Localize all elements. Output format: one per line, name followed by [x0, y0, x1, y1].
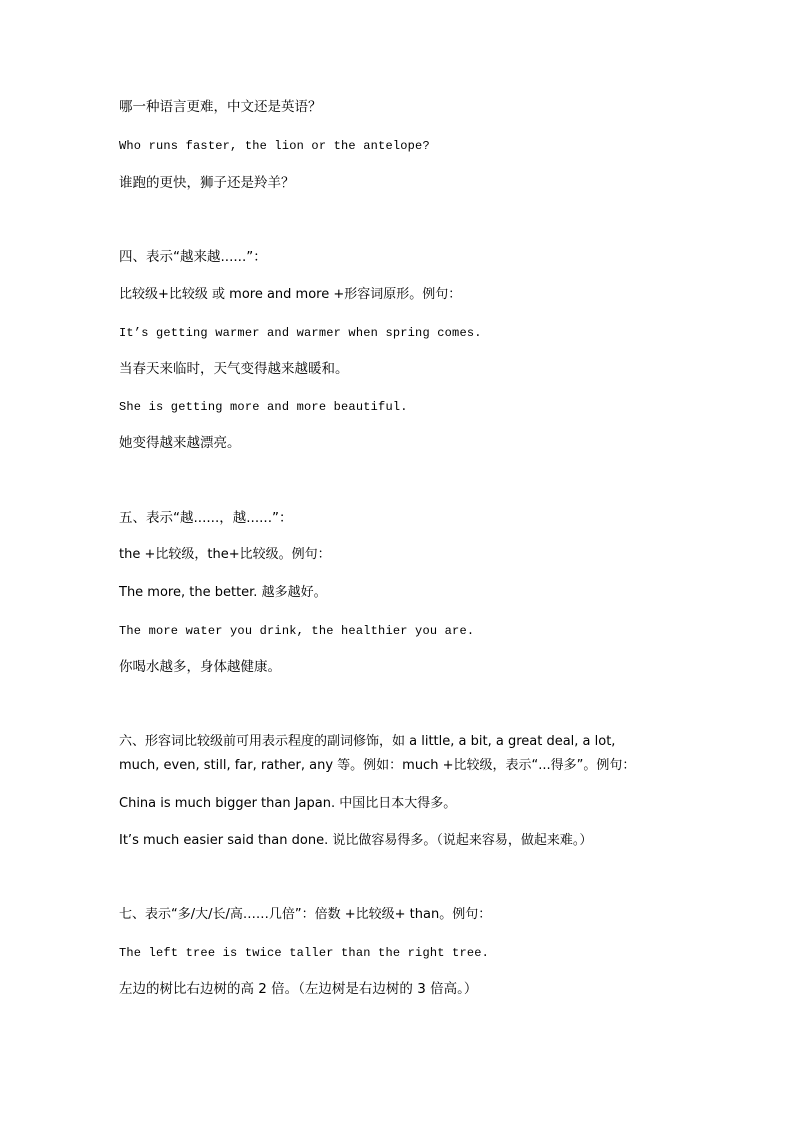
rule-4: 比较级+比较级 或 more and more +形容词原形。例句： — [119, 287, 462, 302]
section-heading-7: 七、表示“多/大/长/高……几倍”：倍数 +比较级+ than。例句： — [119, 907, 492, 922]
example-zh-spring: 当春天来临时，天气变得越来越暖和。 — [119, 361, 349, 377]
section-heading-4: 四、表示“越来越......”： — [119, 249, 267, 265]
section-6-continued: much, even, still, far, rather, any 等。例如：much +比较级，表示“...得多”。例句： — [119, 758, 636, 773]
section-heading-6: 六、形容词比较级前可用表示程度的副词修饰，如 a little, a bit, a great deal, a lot, — [119, 734, 616, 749]
rule-5: the +比较级，the+比较级。例句： — [119, 547, 331, 562]
example-zh-water: 你喝水越多，身体越健康。 — [119, 659, 281, 675]
example-zh-beautiful: 她变得越来越漂亮。 — [119, 435, 241, 451]
example-en-beautiful: She is getting more and more beautiful. — [119, 400, 408, 414]
example-zh-tree: 左边的树比右边树的高 2 倍。（左边树是右边树的 3 倍高。） — [119, 981, 478, 997]
example-en-water: The more water you drink, the healthier you are. — [119, 624, 475, 638]
example-better: The more, the better. 越多越好。 — [119, 585, 327, 600]
sentence-zh-language: 哪一种语言更难，中文还是英语？ — [119, 99, 322, 115]
example-japan: China is much bigger than Japan. 中国比日本大得多。 — [119, 796, 457, 811]
example-en-spring: It’s getting warmer and warmer when spring comes. — [119, 326, 482, 340]
sentence-en-lion: Who runs faster, the lion or the antelope? — [119, 139, 430, 153]
sentence-zh-lion: 谁跑的更快，狮子还是羚羊？ — [119, 175, 295, 191]
section-heading-5: 五、表示“越......，越......”： — [119, 510, 293, 526]
example-said-done: It’s much easier said than done. 说比做容易得多。（说起来容易，做起来难。） — [119, 833, 593, 848]
example-en-tree: The left tree is twice taller than the right tree. — [119, 946, 490, 960]
